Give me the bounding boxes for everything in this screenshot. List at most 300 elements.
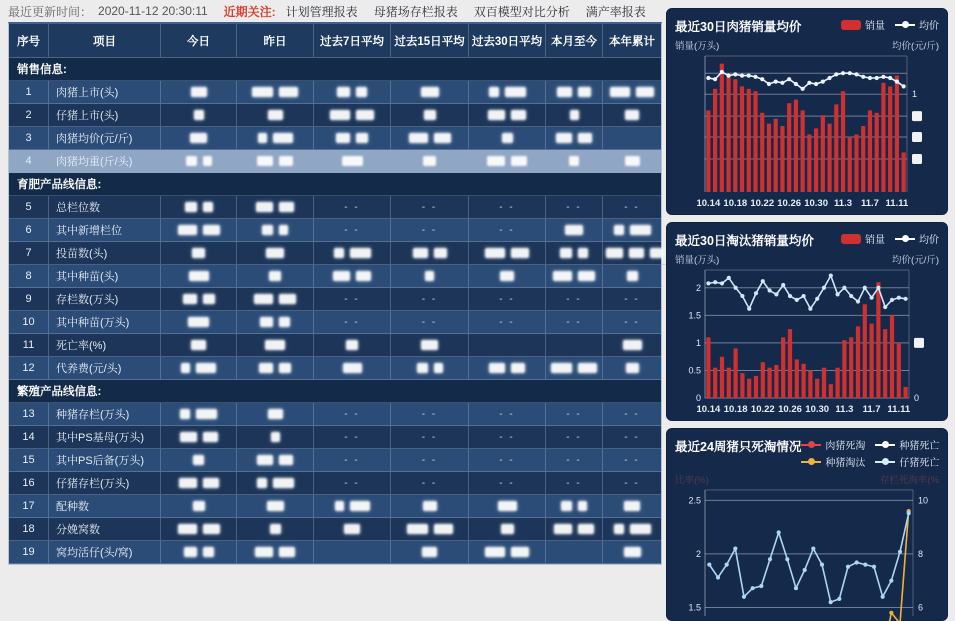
link-capacity-report[interactable]: 满产率报表 — [585, 4, 646, 19]
legend-label: 种猪淘汰 — [825, 458, 866, 469]
chart-panel-0 — [666, 8, 948, 215]
redacted-value — [630, 524, 651, 534]
redacted-value — [356, 133, 368, 143]
redacted-value — [333, 271, 350, 281]
redacted-value — [266, 248, 284, 258]
redacted-value — [186, 156, 197, 166]
row-item-label: 投苗数(头) — [49, 242, 161, 265]
data-cell: - - — [314, 449, 391, 472]
redacted-value — [423, 156, 436, 166]
row-number: 12 — [9, 357, 49, 380]
column-header-2: 今日 — [161, 24, 237, 58]
redacted-value — [178, 225, 197, 235]
chart-legend — [841, 231, 939, 246]
redacted-value — [626, 363, 639, 373]
svg-text:10.22: 10.22 — [750, 404, 775, 415]
svg-text:0.5: 0.5 — [688, 365, 701, 376]
chart-plot — [675, 52, 939, 210]
svg-text:10.30: 10.30 — [805, 404, 830, 415]
redacted-value — [629, 248, 644, 258]
redacted-value — [268, 110, 283, 120]
svg-text:8: 8 — [918, 548, 924, 559]
data-cell — [161, 81, 237, 104]
data-cell — [469, 104, 546, 127]
data-cell — [161, 150, 237, 173]
redacted-value — [336, 133, 350, 143]
redacted-value — [421, 87, 439, 97]
table-row-15[interactable] — [9, 449, 661, 472]
y-axis-label-left: 销量(万头) — [675, 255, 720, 266]
redacted-value — [191, 87, 207, 97]
table-row-11[interactable] — [9, 334, 661, 357]
data-cell — [469, 357, 546, 380]
row-item-label: 其中PS后备(万头) — [49, 449, 161, 472]
data-cell — [237, 357, 314, 380]
redacted-value — [189, 271, 209, 281]
redacted-value — [203, 156, 212, 166]
row-number: 5 — [9, 196, 49, 219]
svg-text:11.3: 11.3 — [834, 198, 853, 209]
svg-text:2: 2 — [695, 282, 701, 293]
data-cell — [603, 265, 661, 288]
redacted-value — [335, 501, 344, 511]
redacted-value — [203, 294, 215, 304]
column-header-4: 过去7日平均 — [314, 24, 391, 58]
row-number: 17 — [9, 495, 49, 518]
svg-text:1: 1 — [695, 337, 701, 348]
redacted-value — [269, 271, 281, 281]
legend-item[interactable] — [895, 231, 939, 246]
data-cell: - - — [314, 426, 391, 449]
legend-item[interactable] — [841, 17, 885, 32]
table-row-5[interactable] — [9, 196, 661, 219]
row-item-label: 其中PS基母(万头) — [49, 426, 161, 449]
redacted-value — [356, 87, 367, 97]
redacted-value — [273, 133, 293, 143]
row-number: 4 — [9, 150, 49, 173]
table-row-19[interactable] — [9, 541, 661, 564]
redacted-value — [203, 202, 213, 212]
data-cell — [237, 311, 314, 334]
column-header-5: 过去15日平均 — [391, 24, 469, 58]
redacted-value — [578, 363, 597, 373]
redacted-value — [183, 294, 197, 304]
redacted-value — [614, 225, 624, 235]
data-cell — [603, 127, 661, 150]
column-header-3: 昨日 — [237, 24, 314, 58]
redacted-value — [350, 248, 371, 258]
row-number: 10 — [9, 311, 49, 334]
redacted-value — [267, 501, 284, 511]
redacted-value — [344, 524, 360, 534]
legend-item[interactable] — [895, 17, 939, 32]
svg-text:11.7: 11.7 — [860, 198, 879, 209]
data-cell — [546, 219, 603, 242]
redacted-value — [409, 133, 428, 143]
redacted-value — [434, 363, 443, 373]
redacted-value — [254, 294, 273, 304]
row-item-label: 肉猪均重(斤/头) — [49, 150, 161, 173]
redacted-value — [203, 432, 218, 442]
data-cell — [237, 196, 314, 219]
table-header-row — [9, 24, 661, 58]
data-cell: - - — [314, 196, 391, 219]
data-cell: - - — [603, 426, 661, 449]
data-cell — [469, 81, 546, 104]
redacted-value — [265, 340, 285, 350]
data-cell — [314, 150, 391, 173]
link-model-compare[interactable]: 双百模型对比分析 — [473, 4, 570, 19]
data-cell — [161, 334, 237, 357]
redacted-value — [407, 524, 428, 534]
redacted-value — [488, 110, 505, 120]
table-row-13[interactable] — [9, 403, 661, 426]
data-cell: - - — [314, 311, 391, 334]
data-cell — [237, 127, 314, 150]
y-axis-label-right: 存栏死淘率(% — [879, 475, 939, 486]
data-cell: - - — [314, 219, 391, 242]
table-row-2[interactable] — [9, 104, 661, 127]
data-cell — [546, 541, 603, 564]
data-cell — [469, 150, 546, 173]
update-time-value: 2020-11-12 20:30:11 — [98, 4, 208, 18]
data-cell — [237, 265, 314, 288]
y-axis-label-left: 销量(万头) — [675, 41, 720, 52]
redacted-value — [180, 409, 190, 419]
redacted-value — [501, 524, 514, 534]
redacted-value — [424, 110, 436, 120]
data-cell — [391, 81, 469, 104]
legend-label: 销量 — [865, 21, 885, 32]
data-cell — [546, 127, 603, 150]
column-header-1: 项目 — [49, 24, 161, 58]
table-row-14[interactable] — [9, 426, 661, 449]
redacted-value — [356, 271, 371, 281]
redacted-value — [257, 478, 267, 488]
redacted-value — [565, 225, 583, 235]
data-cell — [469, 242, 546, 265]
data-cell — [603, 518, 661, 541]
data-cell — [237, 242, 314, 265]
redacted-value — [343, 363, 362, 373]
row-number: 15 — [9, 449, 49, 472]
data-cell: - - — [391, 426, 469, 449]
report-table — [8, 22, 662, 565]
redacted-value — [423, 501, 437, 511]
chart-plot — [675, 266, 939, 416]
data-cell — [391, 541, 469, 564]
redacted-value — [417, 363, 428, 373]
data-cell — [237, 403, 314, 426]
redacted-value — [553, 271, 572, 281]
redacted-value — [610, 87, 630, 97]
redacted-value — [625, 156, 640, 166]
bar-swatch-icon — [841, 20, 861, 30]
data-cell: - - — [391, 449, 469, 472]
data-cell — [469, 334, 546, 357]
legend-label: 销量 — [865, 235, 885, 246]
redacted-value — [434, 133, 451, 143]
data-cell — [469, 541, 546, 564]
data-cell — [391, 127, 469, 150]
table-row-3[interactable] — [9, 127, 661, 150]
redacted-value — [625, 110, 639, 120]
row-item-label: 代养费(元/头) — [49, 357, 161, 380]
data-cell: - - — [314, 403, 391, 426]
data-cell — [314, 541, 391, 564]
link-sow-farm-report[interactable]: 母猪场存栏报表 — [373, 4, 458, 19]
redacted-value — [279, 363, 291, 373]
legend-label: 均价 — [919, 21, 939, 32]
table-row-7[interactable] — [9, 242, 661, 265]
data-cell — [237, 104, 314, 127]
redacted-value — [624, 547, 641, 557]
data-cell: - - — [469, 219, 546, 242]
redacted-value — [192, 248, 205, 258]
link-plan-report[interactable]: 计划管理报表 — [285, 4, 358, 19]
data-cell — [161, 104, 237, 127]
svg-text:1.5: 1.5 — [688, 602, 701, 613]
data-cell — [546, 242, 603, 265]
data-cell — [161, 357, 237, 380]
redacted-value — [614, 524, 624, 534]
table-row-16[interactable] — [9, 472, 661, 495]
data-cell: - - — [469, 472, 546, 495]
data-cell — [603, 334, 661, 357]
data-cell — [546, 334, 603, 357]
data-cell — [237, 81, 314, 104]
redacted-value — [271, 432, 280, 442]
data-cell — [469, 127, 546, 150]
data-cell — [161, 541, 237, 564]
redacted-value — [578, 524, 594, 534]
redacted-value — [578, 271, 595, 281]
redacted-value — [569, 156, 579, 166]
data-cell — [391, 357, 469, 380]
redacted-value — [279, 87, 298, 97]
redacted-value — [252, 87, 273, 97]
legend-label: 仔猪死亡 — [899, 458, 940, 469]
redacted-value — [511, 248, 529, 258]
row-number: 3 — [9, 127, 49, 150]
row-item-label: 仔猪上市(头) — [49, 104, 161, 127]
topbar — [8, 0, 660, 22]
redacted-value — [485, 248, 505, 258]
redacted-value — [421, 340, 438, 350]
row-number: 11 — [9, 334, 49, 357]
line-dot-swatch-icon — [875, 440, 895, 450]
redacted-value — [258, 133, 267, 143]
y-axis-label-left: 比率(%) — [675, 475, 709, 486]
redacted-value — [180, 432, 197, 442]
chart-panel-2 — [666, 428, 948, 621]
data-cell — [237, 426, 314, 449]
redacted-value — [279, 202, 294, 212]
legend-item[interactable] — [801, 437, 865, 452]
chart-title: 最近30日肉猪销量均价 — [675, 20, 802, 34]
data-cell — [161, 288, 237, 311]
redacted-value — [350, 501, 370, 511]
data-cell: - - — [391, 472, 469, 495]
data-cell: - - — [546, 196, 603, 219]
data-cell — [546, 265, 603, 288]
row-item-label: 总栏位数 — [49, 196, 161, 219]
data-cell — [603, 357, 661, 380]
table-row-10[interactable] — [9, 311, 661, 334]
table-row-8[interactable] — [9, 265, 661, 288]
data-cell — [161, 242, 237, 265]
redacted-value — [560, 248, 572, 258]
redacted-value — [178, 524, 197, 534]
redacted-value — [255, 547, 273, 557]
legend-item[interactable] — [801, 454, 865, 469]
table-row-1[interactable] — [9, 81, 661, 104]
table-row-6[interactable] — [9, 219, 661, 242]
legend-item[interactable] — [875, 454, 939, 469]
redacted-value — [279, 317, 290, 327]
redacted-value — [257, 156, 273, 166]
data-cell — [161, 127, 237, 150]
redacted-value — [190, 133, 207, 143]
charts-column — [666, 8, 948, 621]
column-header-6: 过去30日平均 — [469, 24, 546, 58]
svg-text:10.18: 10.18 — [723, 198, 748, 209]
redacted-value — [498, 501, 517, 511]
redacted-value — [489, 87, 499, 97]
table-row-4[interactable] — [9, 150, 661, 173]
svg-text:10.22: 10.22 — [750, 198, 775, 209]
svg-text:10: 10 — [918, 495, 929, 506]
row-item-label: 死亡率(%) — [49, 334, 161, 357]
data-cell — [391, 495, 469, 518]
redacted-value — [511, 156, 527, 166]
table-row-9[interactable] — [9, 288, 661, 311]
svg-text:11.7: 11.7 — [862, 404, 881, 415]
row-item-label: 种猪存栏(万头) — [49, 403, 161, 426]
row-item-label: 分娩窝数 — [49, 518, 161, 541]
row-item-label: 窝均活仔(头/窝) — [49, 541, 161, 564]
table-row-17[interactable] — [9, 495, 661, 518]
chart-legend — [841, 17, 939, 32]
svg-text:10.26: 10.26 — [778, 404, 802, 415]
data-cell — [161, 219, 237, 242]
data-cell — [469, 518, 546, 541]
line-dot-swatch-icon — [875, 457, 895, 467]
data-cell — [161, 449, 237, 472]
redacted-value — [279, 156, 293, 166]
redacted-value — [279, 225, 288, 235]
data-cell — [314, 518, 391, 541]
redacted-value — [203, 478, 219, 488]
redacted-value — [268, 409, 283, 419]
redacted-value — [578, 501, 587, 511]
chart-plot — [675, 486, 939, 616]
data-cell — [237, 219, 314, 242]
data-cell — [603, 150, 661, 173]
redacted-value — [203, 225, 220, 235]
redacted-value — [557, 87, 572, 97]
svg-text:11.3: 11.3 — [835, 404, 854, 415]
redacted-value — [279, 547, 295, 557]
data-cell — [161, 403, 237, 426]
redacted-value — [606, 248, 623, 258]
recent-focus-label: 近期关注: — [223, 4, 276, 19]
data-cell: - - — [391, 196, 469, 219]
table-row-12[interactable] — [9, 357, 661, 380]
row-item-label: 肉猪上市(头) — [49, 81, 161, 104]
redacted-value — [330, 110, 350, 120]
data-cell — [237, 518, 314, 541]
data-cell — [546, 104, 603, 127]
data-cell — [314, 104, 391, 127]
svg-text:0: 0 — [695, 393, 701, 403]
row-item-label: 存栏数(万头) — [49, 288, 161, 311]
row-item-label: 仔猪存栏(万头) — [49, 472, 161, 495]
redacted-value — [487, 156, 505, 166]
redacted-value — [578, 248, 588, 258]
svg-text:10.18: 10.18 — [723, 404, 748, 415]
redacted-value — [279, 455, 293, 465]
svg-text:2: 2 — [695, 548, 701, 559]
data-cell — [161, 196, 237, 219]
redacted-value — [257, 455, 273, 465]
row-number: 18 — [9, 518, 49, 541]
data-cell — [546, 518, 603, 541]
redacted-value — [337, 87, 350, 97]
data-cell — [161, 426, 237, 449]
data-cell: - - — [469, 288, 546, 311]
data-cell — [161, 472, 237, 495]
redacted-value — [196, 363, 216, 373]
redacted-value — [193, 455, 204, 465]
chart-title: 最近24周猪只死淘情况 — [675, 440, 802, 454]
data-cell: - - — [469, 426, 546, 449]
data-cell — [603, 495, 661, 518]
redacted-value — [256, 202, 273, 212]
data-cell: - - — [391, 219, 469, 242]
bar-swatch-icon — [841, 234, 861, 244]
data-cell: - - — [314, 472, 391, 495]
data-cell: - - — [391, 311, 469, 334]
redacted-value — [342, 156, 363, 166]
data-cell — [546, 357, 603, 380]
data-cell: - - — [603, 449, 661, 472]
redacted-value — [425, 271, 434, 281]
data-cell — [237, 449, 314, 472]
data-cell — [603, 242, 666, 265]
data-cell — [161, 518, 237, 541]
row-number: 1 — [9, 81, 49, 104]
table-row-18[interactable] — [9, 518, 661, 541]
data-cell: - - — [603, 403, 661, 426]
redacted-value — [259, 363, 273, 373]
row-number: 13 — [9, 403, 49, 426]
svg-text:0: 0 — [914, 393, 920, 403]
line-dot-swatch-icon — [895, 20, 915, 30]
row-number: 16 — [9, 472, 49, 495]
chart-legend — [801, 437, 939, 469]
row-item-label: 其中新增栏位 — [49, 219, 161, 242]
data-cell: - - — [314, 288, 391, 311]
redacted-value — [511, 547, 529, 557]
data-cell — [469, 495, 546, 518]
svg-text:11.11: 11.11 — [887, 404, 911, 415]
svg-text:10.26: 10.26 — [777, 198, 802, 209]
legend-item[interactable] — [841, 231, 885, 246]
redacted-value — [188, 317, 209, 327]
legend-item[interactable] — [875, 437, 939, 452]
data-cell — [603, 81, 661, 104]
